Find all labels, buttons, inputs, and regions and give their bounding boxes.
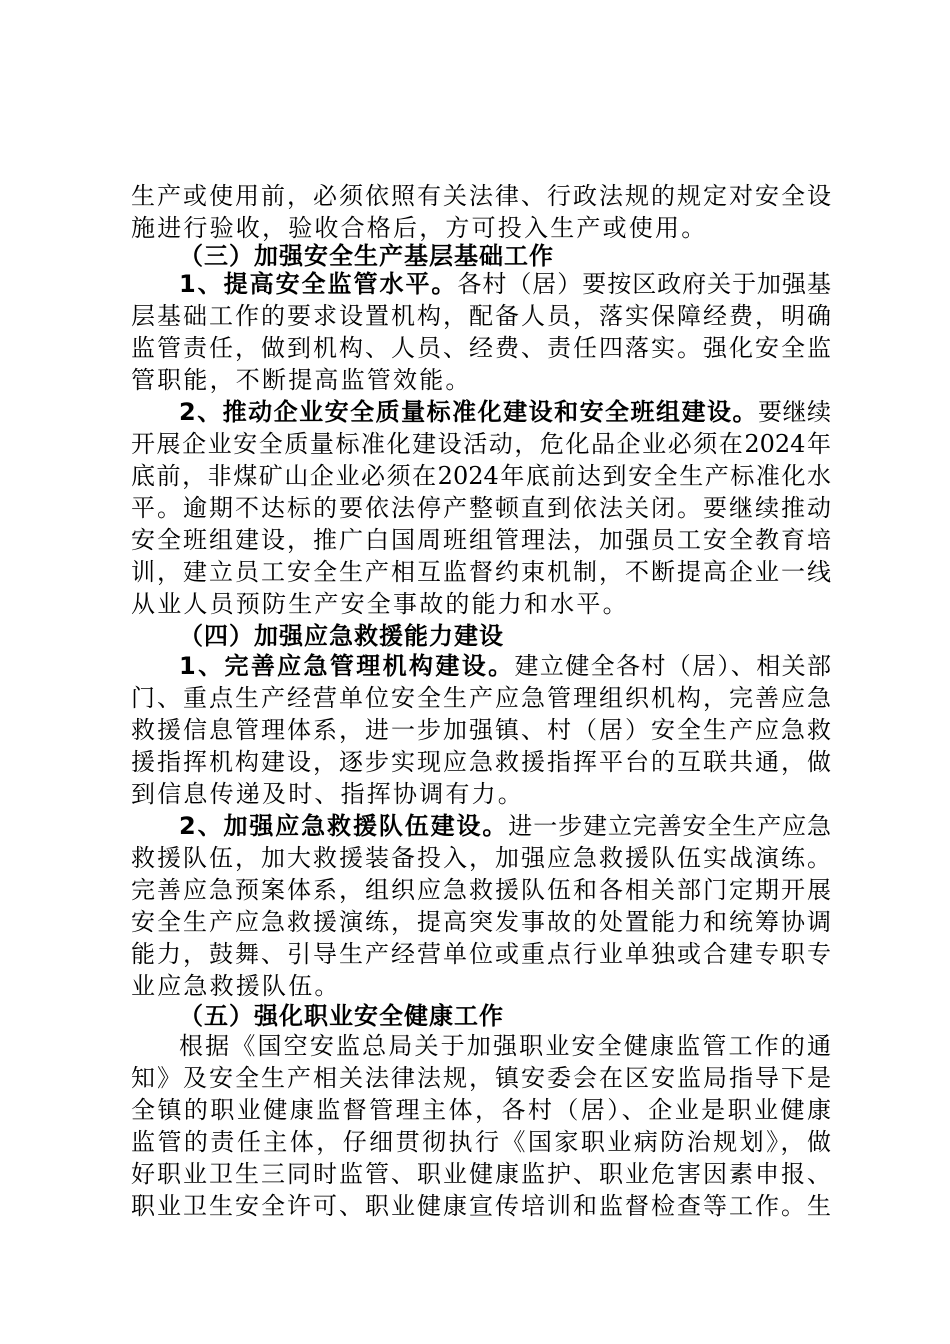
body-line: 门、重点生产经营单位安全生产应急管理组织机构，完善应急	[131, 684, 831, 712]
section-heading: （五）强化职业安全健康工作	[179, 1002, 504, 1030]
body-line: 完善应急预案体系，组织应急救援队伍和各相关部门定期开展	[131, 876, 831, 904]
body-line: 开展企业安全质量标准化建设活动，危化品企业必须在2024年	[131, 430, 831, 458]
body-line: 生产或使用前，必须依照有关法律、行政法规的规定对安全设	[131, 182, 831, 210]
body-line: 从业人员预防生产安全事故的能力和水平。	[131, 590, 629, 618]
body-line: 救援队伍，加大救援装备投入，加强应急救援队伍实战演练。	[131, 844, 831, 872]
body-line: 施进行验收，验收合格后，方可投入生产或使用。	[131, 214, 708, 242]
paragraph-lead-rest: 各村（居）要按区政府关于加强基	[457, 270, 831, 298]
paragraph-lead-title: 2、加强应急救援队伍建设。	[179, 812, 509, 840]
body-line: 训，建立员工安全生产相互监督约束机制，不断提高企业一线	[131, 558, 831, 586]
body-line: 根据《国空安监总局关于加强职业安全健康监管工作的通	[179, 1032, 831, 1060]
body-line: 到信息传递及时、指挥协调有力。	[131, 780, 524, 808]
paragraph-lead-title: 1、提高安全监管水平。	[179, 270, 458, 298]
section-heading: （三）加强安全生产基层基础工作	[179, 242, 554, 270]
body-line: 安全生产应急救援演练，提高突发事故的处置能力和统筹协调	[131, 908, 831, 936]
body-line: 能力，鼓舞、引导生产经营单位或重点行业单独或合建专职专	[131, 940, 831, 968]
body-line: 监管的责任主体，仔细贯彻执行《国家职业病防治规划》，做	[131, 1128, 831, 1156]
body-line: 好职业卫生三同时监管、职业健康监护、职业危害因素申报、	[131, 1160, 831, 1188]
body-line: 监管责任，做到机构、人员、经费、责任四落实。强化安全监	[131, 334, 831, 362]
paragraph-lead-line	[179, 268, 831, 300]
paragraph-lead-rest: 建立健全各村（居）、相关部	[514, 652, 832, 680]
body-line: 业应急救援队伍。	[131, 972, 341, 1000]
section-heading: （四）加强应急救援能力建设	[179, 622, 504, 650]
paragraph-lead-title: 1、完善应急管理机构建设。	[179, 652, 515, 680]
body-line: 层基础工作的要求设置机构，配备人员，落实保障经费，明确	[131, 302, 831, 330]
paragraph-lead-line	[179, 396, 831, 428]
body-line: 底前，非煤矿山企业必须在2024年底前达到安全生产标准化水	[131, 462, 831, 490]
paragraph-lead-title: 2、推动企业安全质量标准化建设和安全班组建设。	[179, 398, 759, 426]
paragraph-lead-rest: 要继续	[758, 398, 831, 426]
body-line: 平。逾期不达标的要依法停产整顿直到依法关闭。要继续推动	[131, 494, 831, 522]
body-line: 援指挥机构建设，逐步实现应急救援指挥平台的互联共通，做	[131, 748, 831, 776]
body-line: 职业卫生安全许可、职业健康宣传培训和监督检查等工作。生	[131, 1192, 831, 1220]
body-line: 救援信息管理体系，进一步加强镇、村（居）安全生产应急救	[131, 716, 831, 744]
paragraph-lead-line	[179, 650, 831, 682]
body-line: 管职能，不断提高监管效能。	[131, 366, 472, 394]
paragraph-lead-line	[179, 810, 831, 842]
body-line: 知》及安全生产相关法律法规，镇安委会在区安监局指导下是	[131, 1064, 831, 1092]
body-line: 全镇的职业健康监督管理主体，各村（居）、企业是职业健康	[131, 1096, 831, 1124]
body-line: 安全班组建设，推广白国周班组管理法，加强员工安全教育培	[131, 526, 831, 554]
paragraph-lead-rest: 进一步建立完善安全生产应急	[508, 812, 831, 840]
